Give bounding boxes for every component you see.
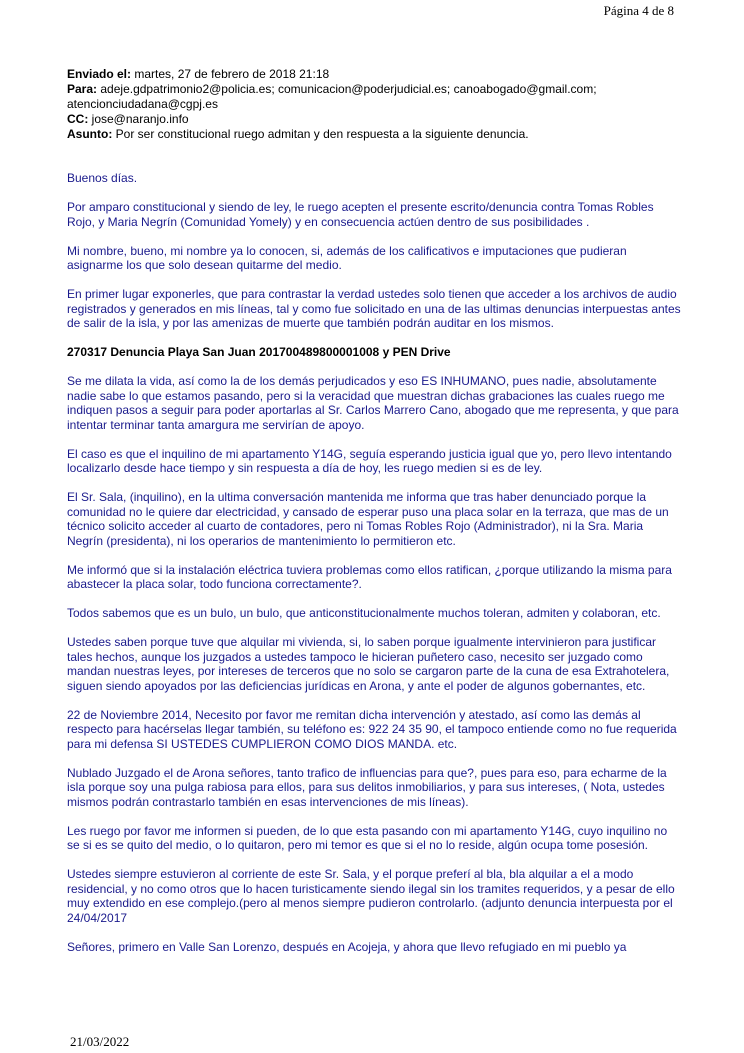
paragraph-6: El Sr. Sala, (inquilino), en la ultima conversación mantenida me informa que tras haber denunciado porque la comunidad no le quiere dar electricidad, y cansado de esperar puso una placa solar en la terraza, que mas de un técnico solicito acceder al cuarto de contadores, pero ni Tomas Robles Rojo (Administrador), ni la Sra. Maria Negrín (presidenta), ni los operarios de mantenimiento lo permitieron etc. <box>67 490 669 548</box>
to-value: adeje.gdpatrimonio2@policia.es; comunicacion@poderjudicial.es; canoabogado@gmail.com; atencionciudadana@cgpj.es <box>67 82 597 111</box>
greeting: Buenos días. <box>67 171 138 185</box>
paragraph-9: Ustedes saben porque tuve que alquilar mi vivienda, si, lo saben porque igualmente intervinieron para justificar tales hechos, aunque los juzgados a ustedes tampoco le hicieran puñetero caso, necesito ser juzgado como mandan nuestras leyes, por intereses de terceros que no solo se cargaron parte de la cuna de esa Extrahotelera, siguen siendo apoyados por las deficiencias jurídicas en Arona, y ante el poder de algunos gobernantes, etc. <box>67 635 670 693</box>
subject-label: Asunto: <box>67 127 113 141</box>
paragraph-13: Ustedes siempre estuvieron al corriente de este Sr. Sala, y el porque preferí al bla, bla alquilar a el a modo residencial, y no como otros que lo hacen turisticamente siendo ilegal sin los tramites requeridos, y a pesar de ello muy extendido en ese complejo.(pero al menos siempre pudieron controlarlo. (adjunto denuncia interpuesta por el 24/04/2017 <box>67 867 675 925</box>
subject-row <box>67 127 679 142</box>
sent-value: martes, 27 de febrero de 2018 21:18 <box>134 67 330 81</box>
paragraph-14: Señores, primero en Valle San Lorenzo, después en Acojeja, y ahora que llevo refugiado en mi pueblo ya <box>67 939 627 954</box>
section-heading: 270317 Denuncia Playa San Juan 201700489800001008 y PEN Drive <box>67 345 451 359</box>
paragraph-11: Nublado Juzgado el de Arona señores, tanto trafico de influencias para que?, pues para eso, para echarme de la isla porque soy una pulga rabiosa para ellos, para sus delitos inmobiliarios, y para sus intereses, ( Nota, ustedes mismos podrán contrastarlo también en esas intervenciones de mis líneas). <box>67 765 667 809</box>
paragraph-5: El caso es que el inquilino de mi apartamento Y14G, seguía esperando justicia igual que yo, pero llevo intentando localizarlo desde hace tiempo y sin respuesta a día de hoy, les ruego medien si es de ley. <box>67 446 672 475</box>
to-label: Para: <box>67 82 98 96</box>
to-row <box>67 82 679 112</box>
cc-row <box>67 112 679 127</box>
paragraph-2: Mi nombre, bueno, mi nombre ya lo conocen, si, además de los calificativos e imputaciones que pudieran asignarme los que solo desean quitarme del medio. <box>67 243 627 272</box>
paragraph-1: Por amparo constitucional y siendo de ley, le ruego acepten el presente escrito/denuncia contra Tomas Robles Rojo, y Maria Negrín (Comunidad Yomely) y en consecuencia actúen dentro de sus posibilidades . <box>67 200 654 229</box>
paragraph-10: 22 de Noviembre 2014, Necesito por favor me remitan dicha intervención y atestado, así como las demás al respecto para hacérselas llegar también, su teléfono es: 922 24 35 90, el tampoco entiende como no fue requerida para mi defensa SI USTEDES CUMPLIERON COMO DIOS MANDA. etc. <box>67 707 677 751</box>
email-header <box>67 67 679 142</box>
email-body <box>67 171 682 969</box>
paragraph-12: Les ruego por favor me informen si pueden, de lo que esta pasando con mi apartamento Y14G, cuyo inquilino no se si es se quito del medio, o lo quitaron, pero mi temor es que si el no lo reside, algún ocupa tome posesión. <box>67 823 668 852</box>
subject-value: Por ser constitucional ruego admitan y den respuesta a la siguiente denuncia. <box>115 127 529 141</box>
cc-label: CC: <box>67 112 89 126</box>
paragraph-4: Se me dilata la vida, así como la de los demás perjudicados y eso ES INHUMANO, pues nadie, absolutamente nadie sabe lo que estamos pasando, pero si la veracidad que muestran dichas grabaciones las cuales ruego me indiquen pasos a seguir para poder aportarlas al Sr. Carlos Marrero Cano, abogado que me representa, y que para intentar terminar tanta amargura me servirían de apoyo. <box>67 374 679 432</box>
sent-row <box>67 67 679 82</box>
footer-date: 21/03/2022 <box>70 1034 130 1049</box>
cc-value: jose@naranjo.info <box>91 112 189 126</box>
sent-label: Enviado el: <box>67 67 132 81</box>
paragraph-3: En primer lugar exponerles, que para contrastar la verdad ustedes solo tienen que acceder a los archivos de audio registrados y generados en mis líneas, tal y como fue solicitado en una de las ultimas denuncias interpuestas antes de salir de la isla, y por las amenizas de muerte que también podrán auditar en los mismos. <box>67 287 681 330</box>
page-number: Página 4 de 8 <box>603 3 674 18</box>
paragraph-8: Todos sabemos que es un bulo, un bulo, que anticonstitucionalmente muchos toleran, admiten y colaboran, etc. <box>67 606 661 620</box>
paragraph-7: Me informó que si la instalación eléctrica tuviera problemas como ellos ratifican, ¿porque utilizando la misma para abastecer la placa solar, todo funciona correctamente?. <box>67 562 672 591</box>
